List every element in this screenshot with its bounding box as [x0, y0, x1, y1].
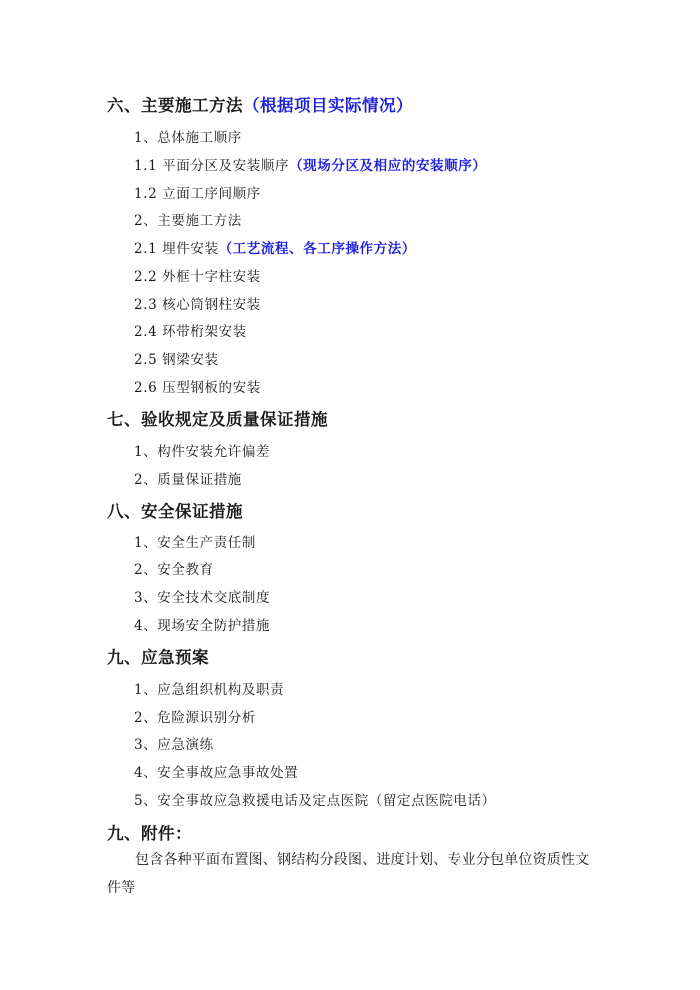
- list-item: 2.3 核心筒钢柱安装: [134, 297, 261, 313]
- section-heading: 九、附件：: [107, 824, 192, 843]
- section-heading: 八、安全保证措施: [107, 502, 243, 521]
- list-item: 5、安全事故应急救援电话及定点医院（留定点医院电话）: [134, 793, 496, 809]
- list-item: 1、构件安装允许偏差: [134, 444, 271, 460]
- list-item: 2.2 外框十字柱安装: [134, 269, 261, 285]
- list-item: 2、危险源识别分析: [134, 710, 256, 726]
- list-item: 2.4 环带桁架安装: [134, 324, 247, 340]
- item-note: （工艺流程、各工序操作方法）: [218, 241, 416, 257]
- list-item: 3、安全技术交底制度: [134, 590, 271, 606]
- attachment-paragraph: 包含各种平面布置图、钢结构分段图、进度计划、专业分包单位资质性文件等: [107, 852, 590, 896]
- list-item: 1、应急组织机构及职责: [134, 682, 285, 698]
- item-note: （现场分区及相应的安装顺序）: [289, 158, 487, 174]
- list-item: 1.1 平面分区及安装顺序（现场分区及相应的安装顺序）: [134, 158, 487, 174]
- section-heading-note: （根据项目实际情况）: [243, 96, 413, 115]
- list-item: 2.1 埋件安装（工艺流程、各工序操作方法）: [134, 241, 416, 257]
- list-item: 2、主要施工方法: [134, 213, 242, 229]
- section-heading: [107, 92, 413, 116]
- list-item: 4、现场安全防护措施: [134, 618, 271, 634]
- section-heading: 九、应急预案: [107, 648, 209, 667]
- section-heading-text: 六、主要施工方法: [107, 96, 243, 115]
- list-item: 2.6 压型钢板的安装: [134, 380, 261, 396]
- list-item: 3、应急演练: [134, 737, 214, 753]
- list-item: 2.5 钢梁安装: [134, 352, 219, 368]
- section-heading: 七、验收规定及质量保证措施: [107, 410, 328, 429]
- list-item: 1.2 立面工序间顺序: [134, 186, 261, 202]
- list-item: 1、安全生产责任制: [134, 535, 256, 551]
- list-item: 1、总体施工顺序: [134, 130, 242, 146]
- list-item: 2、质量保证措施: [134, 472, 242, 488]
- list-item: 2、安全教育: [134, 562, 214, 578]
- list-item: 4、安全事故应急事故处置: [134, 765, 299, 781]
